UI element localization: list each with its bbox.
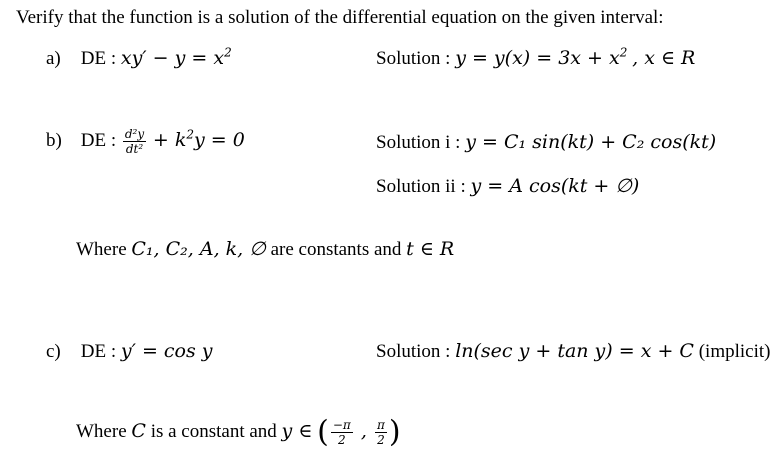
part-c-de [46,339,213,364]
part-c-constants [76,414,401,450]
part-a-de-expr: xy′ − y = x [120,47,225,69]
part-a-label: a) [46,48,61,69]
part-c-label: c) [46,341,61,362]
part-b-frac-denominator: dt² [125,142,144,157]
part-b-solution-2 [376,174,639,199]
part-c-right-denominator: 2 [377,433,385,448]
part-b-constants-mid: are constants and [270,239,402,260]
part-b-de-rest: + k [152,129,187,151]
part-c-interval-right-fraction [375,418,387,447]
part-b-de [46,125,245,156]
part-c-sol-expr: ln(sec y + tan y) = x + C [455,340,694,362]
part-a-de-prefix: DE : [80,48,117,69]
part-c-interval-open-paren: ( [317,414,329,450]
part-b-solution-1 [376,130,716,155]
part-b-frac-numerator: d²y [124,127,145,142]
part-c-right-numerator: π [376,418,385,433]
instruction-text: Verify that the function is a solution of the differential equation on the given interval: [16,7,664,28]
part-c-left-numerator: −π [332,418,351,433]
part-b-de-exponent: 2 [186,127,195,142]
part-c-interval-close-paren: ) [388,414,401,450]
part-b-label: b) [46,130,62,151]
part-c-solution [376,339,770,364]
part-a-de [46,46,232,71]
part-c-constants-var: C [131,420,146,442]
part-b-de-tail: y = 0 [194,129,245,151]
part-b-sol2-prefix: Solution ii : [376,176,466,197]
part-b-de-prefix: DE : [80,130,117,151]
part-b-sol2-expr: y = A cos(kt + ∅) [470,175,640,197]
part-a-sol-prefix: Solution : [376,48,451,69]
part-b-sol1-prefix: Solution i : [376,132,461,153]
part-b-constants [76,237,454,262]
part-c-de-expr: y′ = cos y [120,340,213,362]
part-b-sol1-expr: y = C₁ sin(kt) + C₂ cos(kt) [465,131,717,153]
part-c-interval-comma: , [354,420,373,442]
part-b-constants-expr: C₁, C₂, A, k, ∅ [131,238,266,260]
part-b-derivative-fraction [123,127,146,156]
part-b-constants-prefix: Where [76,239,127,260]
part-b-constants-domain: t ∈ R [406,238,455,260]
part-c-sol-prefix: Solution : [376,341,451,362]
part-a-sol-expr: y = y(x) = 3x + x [455,47,620,69]
part-c-constants-mid: is a constant and [150,421,277,442]
part-a-sol-exponent: 2 [619,45,628,60]
part-c-constants-prefix: Where [76,421,127,442]
part-a-de-exponent: 2 [224,45,232,60]
part-c-interval-var: y ∈ [281,420,313,442]
part-c-left-denominator: 2 [338,433,346,448]
part-a-sol-domain: , x ∈ R [632,47,696,69]
part-c-sol-note: (implicit) [698,341,771,362]
part-c-interval-left-fraction [331,418,353,447]
part-c-de-prefix: DE : [80,341,117,362]
part-a-solution [376,46,695,71]
